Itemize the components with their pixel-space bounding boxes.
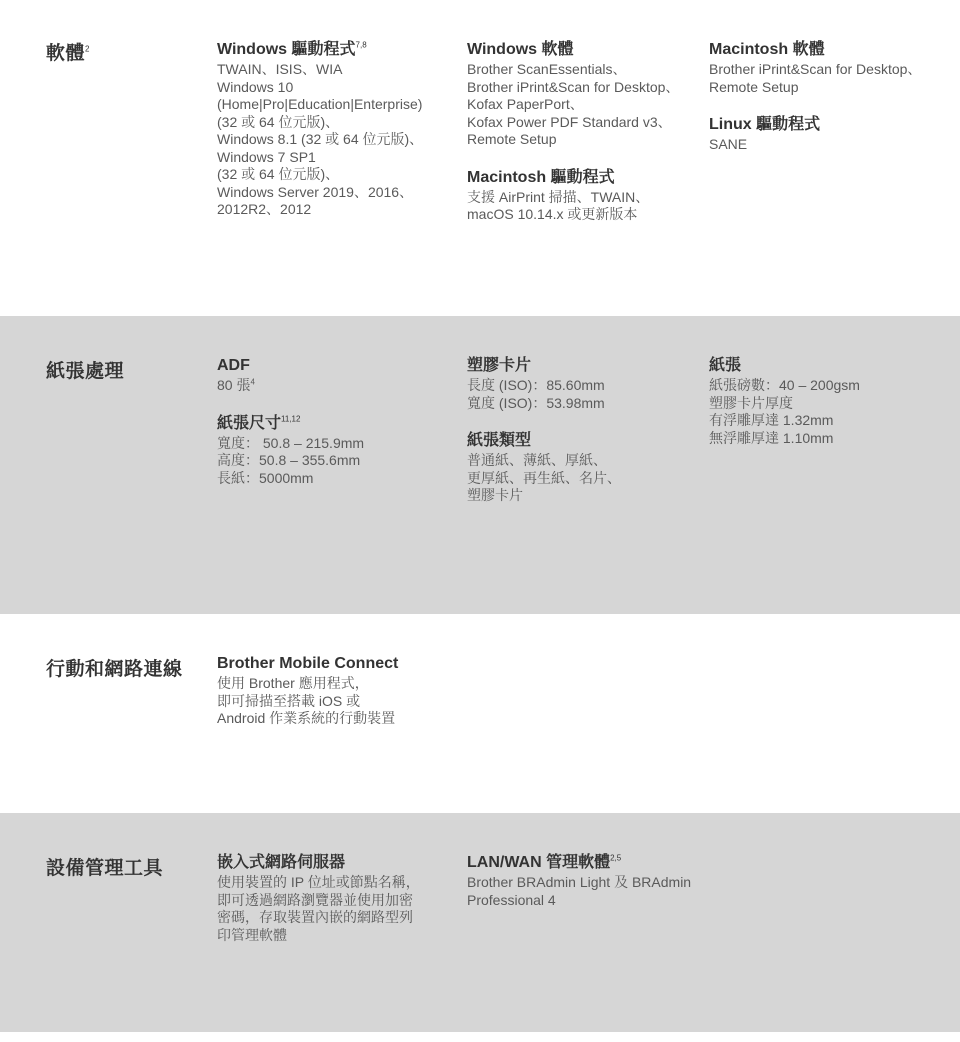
- web-server-heading: 嵌入式網路伺服器: [217, 854, 346, 871]
- text-line: 高度：50.8 – 355.6mm: [217, 452, 361, 468]
- text-line: Remote Setup: [709, 78, 799, 95]
- mac-software-column: [709, 40, 921, 154]
- mac-driver-heading: Macintosh 驅動程式: [467, 168, 615, 186]
- text-line: 更厚紙、再生紙、名片、: [467, 469, 621, 486]
- management-title: 設備管理工具: [46, 858, 164, 879]
- text-line: (Home|Pro|Education|Enterprise): [217, 96, 423, 112]
- text-line: SANE: [709, 136, 748, 152]
- plastic-card-column: [467, 356, 621, 505]
- mobile-connect-lines: [217, 675, 398, 728]
- text-line: Kofax PaperPort、: [467, 96, 584, 112]
- windows-driver-lines: [217, 61, 423, 219]
- windows-software-column: [467, 40, 679, 224]
- plastic-card-lines: [467, 377, 621, 412]
- lanwan-heading: LAN/WAN 管理軟體$^{2,5}$: [467, 853, 622, 871]
- windows-driver-column: [217, 40, 423, 219]
- lanwan-column: [467, 853, 691, 909]
- text-line: 印管理軟體: [217, 926, 287, 943]
- paper-title: 紙張處理: [46, 361, 125, 382]
- text-line: 使用裝置的 IP 位址或節點名稱，: [217, 874, 420, 890]
- paper-weight-heading: 紙張: [709, 357, 742, 374]
- text-line: 支援 AirPrint 掃描、TWAIN、: [467, 188, 650, 205]
- paper-size-heading: 紙張尺寸$^{11,12}$: [217, 414, 301, 432]
- software-section: [0, 0, 960, 316]
- mac-driver-lines: [467, 189, 679, 224]
- paper-type-lines: [467, 452, 621, 505]
- paper-type-heading: 紙張類型: [467, 432, 532, 449]
- text-line: 有浮雕厚達 1.32mm: [709, 412, 834, 428]
- linux-driver-heading: Linux 驅動程式: [709, 116, 821, 133]
- text-line: 無浮雕厚達 1.10mm: [709, 429, 834, 446]
- text-line: Professional 4: [467, 891, 556, 908]
- text-line: (32 或 64 位元版)、: [217, 113, 340, 130]
- text-line: 即可掃描至搭載 iOS 或: [217, 692, 361, 709]
- adf-heading: ADF: [217, 357, 250, 374]
- linux-driver-lines: [709, 136, 921, 154]
- text-line: 寬度 (ISO)：53.98mm: [467, 394, 605, 411]
- text-line: Windows 8.1 (32 或 64 位元版)、: [217, 131, 424, 147]
- text-line: Brother iPrint&Scan for Desktop、: [709, 61, 922, 77]
- text-line: Windows Server 2019、2016、: [217, 183, 414, 200]
- paper-weight-column: [709, 356, 860, 447]
- text-line: 普通紙、薄紙、厚紙、: [467, 452, 607, 468]
- text-line: 密碼，存取裝置內嵌的網路型列: [217, 909, 413, 925]
- paper-size-lines: [217, 435, 364, 488]
- text-line: Remote Setup: [467, 131, 557, 147]
- text-line: 塑膠卡片厚度: [709, 394, 793, 411]
- text-line: macOS 10.14.x 或更新版本: [467, 206, 638, 222]
- management-section: [0, 813, 960, 1032]
- web-server-lines: [217, 874, 420, 944]
- text-line: Windows 10: [217, 78, 294, 95]
- text-line: 紙張磅數：40 – 200gsm: [709, 377, 860, 393]
- software-title: 軟體$^2$: [46, 43, 90, 64]
- mac-software-lines: [709, 61, 921, 96]
- text-line: 塑膠卡片: [467, 487, 523, 503]
- text-line: Brother BRAdmin Light 及 BRAdmin: [467, 874, 692, 890]
- web-server-column: [217, 853, 420, 944]
- text-line: TWAIN、ISIS、WIA: [217, 61, 343, 77]
- text-line: 使用 Brother 應用程式，: [217, 675, 369, 691]
- mobile-connect-column: [217, 654, 398, 728]
- text-line: Brother iPrint&Scan for Desktop、: [467, 78, 680, 95]
- windows-software-heading: Windows 軟體: [467, 41, 574, 58]
- text-line: (32 或 64 位元版)、: [217, 166, 340, 182]
- mac-software-heading: Macintosh 軟體: [709, 41, 825, 58]
- adf-column: [217, 356, 364, 487]
- mobile-section: [0, 614, 960, 813]
- text-line: 寬度： 50.8 – 215.9mm: [217, 434, 365, 451]
- text-line: Windows 7 SP1: [217, 148, 316, 165]
- mobile-title: 行動和網路連線: [46, 659, 183, 680]
- paper-weight-lines: [709, 377, 860, 447]
- text-line: 即可透過網路瀏覽器並使用加密: [217, 891, 413, 908]
- windows-driver-heading: Windows 驅動程式$^{7,8}$: [217, 40, 367, 58]
- lanwan-lines: [467, 874, 691, 909]
- text-line: 2012R2、2012: [217, 201, 312, 217]
- text-line: Kofax Power PDF Standard v3、: [467, 113, 672, 130]
- plastic-card-heading: 塑膠卡片: [467, 357, 532, 374]
- windows-software-lines: [467, 61, 679, 149]
- mobile-connect-heading: Brother Mobile Connect: [217, 655, 399, 672]
- text-line: 長度 (ISO)：85.60mm: [467, 377, 605, 393]
- text-line: Android 作業系統的行動裝置: [217, 710, 396, 726]
- paper-section: [0, 316, 960, 614]
- text-line: Brother ScanEssentials、: [467, 61, 627, 77]
- text-line: 長紙：5000mm: [217, 469, 314, 486]
- adf-capacity: 80 張$^4$: [217, 377, 255, 393]
